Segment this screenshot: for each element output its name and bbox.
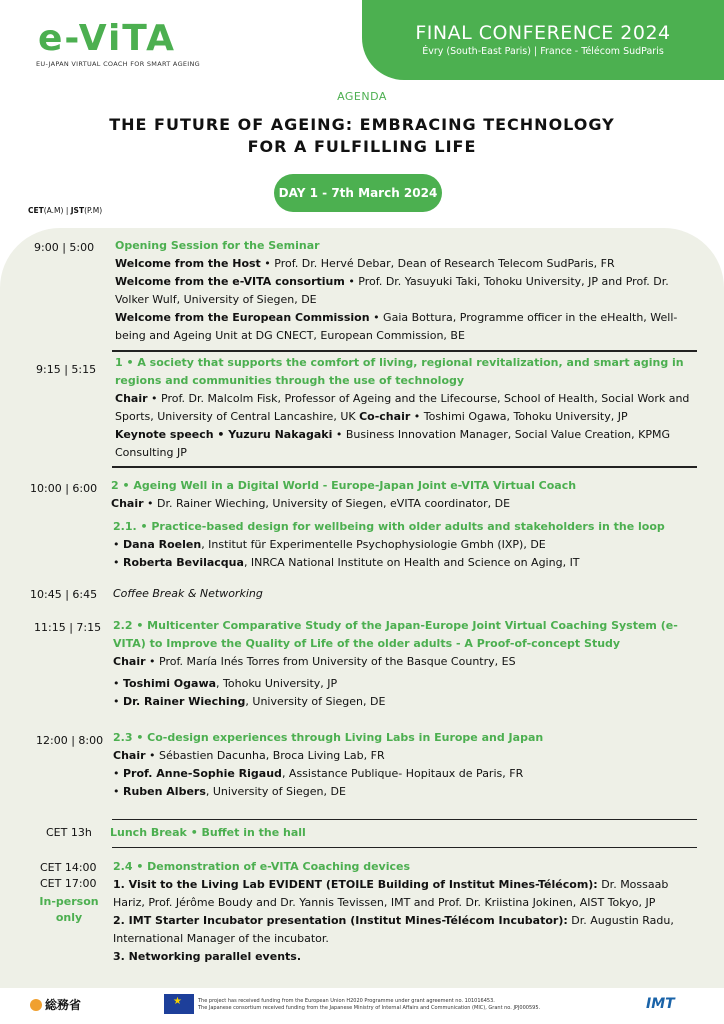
line-text: • Gaia Bottura, Programme officer in the eHealth, Well-being and Ageing Unit at DG CNECT, European Commission, BE bbox=[115, 311, 678, 342]
lunch-heading: Lunch Break • Buffet in the hall bbox=[110, 826, 306, 839]
session-heading: 2 • Ageing Well in a Digital World - Europe-Japan Joint e-VITA Virtual Coach bbox=[111, 479, 577, 492]
item-text: Dr. Augustin Radu, International Manager of the incubator. bbox=[113, 914, 674, 945]
tz-separator: | bbox=[63, 206, 71, 215]
chair-text: • Sébastien Dacunha, Broca Living Lab, FR bbox=[145, 749, 385, 762]
session-line bbox=[115, 273, 700, 309]
session-1 bbox=[115, 354, 700, 462]
imt-logo: IMT bbox=[646, 996, 675, 1012]
speaker-affiliation: , Tohoku University, JP bbox=[216, 677, 338, 690]
cochair-label: Co-chair bbox=[359, 410, 411, 423]
item-text: Dr. Mossaab Hariz, Prof. Jérôme Boudy and Dr. Yannis Tevissen, IMT and Prof. Dr. Kriistina Jokinen, AIST Tokyo, JP bbox=[113, 878, 669, 909]
agenda-item bbox=[113, 948, 698, 966]
item-label: 1. Visit to the Living Lab EVIDENT (ETOILE Building of Institut Mines-Télécom): bbox=[113, 878, 598, 891]
speaker-name: Ruben Albers bbox=[123, 785, 206, 798]
speaker-name: Dr. Rainer Wieching bbox=[123, 695, 246, 708]
session-2-4 bbox=[113, 858, 698, 966]
speaker-affiliation: , Institut für Experimentelle Psychophysiologie Gmbh (IXP), DE bbox=[201, 538, 546, 551]
speaker-name: Roberta Bevilacqua bbox=[123, 556, 244, 569]
chair-label: Chair bbox=[113, 749, 146, 762]
speaker: • Toshimi Ogawa, Tohoku University, JP bbox=[113, 677, 338, 690]
session-opening bbox=[115, 237, 700, 345]
item-label: 3. Networking parallel events. bbox=[113, 950, 302, 963]
session-chair bbox=[111, 495, 701, 513]
session-time-end: CET 17:00 bbox=[40, 877, 97, 890]
agenda-item bbox=[113, 912, 698, 948]
day-badge: DAY 1 - 7th March 2024 bbox=[274, 174, 442, 212]
speaker-name: Prof. Anne-Sophie Rigaud bbox=[123, 767, 282, 780]
speaker-affiliation: , INRCA National Institute on Health and Science on Aging, IT bbox=[243, 556, 580, 569]
speaker: • Ruben Albers, University of Siegen, DE bbox=[113, 785, 346, 798]
in-person-badge: In-person only bbox=[39, 895, 99, 924]
session-chair bbox=[113, 747, 698, 765]
funding-line-1: The project has received funding from the European Union H2020 Programme under grant agreement no. 101016453. bbox=[198, 998, 495, 1004]
speaker-name: Dana Roelen bbox=[123, 538, 202, 551]
speaker: • Prof. Anne-Sophie Rigaud, Assistance Publique- Hopitaux de Paris, FR bbox=[113, 767, 524, 780]
line-bold: Welcome from the e-VITA consortium bbox=[115, 275, 345, 288]
session-time: 10:45 | 6:45 bbox=[30, 588, 98, 601]
session-time: 12:00 | 8:00 bbox=[36, 734, 104, 747]
line-bold: Welcome from the European Commission bbox=[115, 311, 370, 324]
chair-label: Chair bbox=[113, 655, 146, 668]
session-chair bbox=[115, 390, 700, 426]
ministry-name: 総務省 bbox=[45, 998, 82, 1012]
line-bold: Welcome from the Host bbox=[115, 257, 261, 270]
sub-session-heading: 2.1. • Practice-based design for wellbeing with older adults and stakeholders in the loop bbox=[113, 520, 665, 533]
funding-notice bbox=[198, 998, 618, 1012]
tz-am: (A.M) bbox=[43, 206, 64, 215]
line-text: • Prof. Dr. Hervé Debar, Dean of Research Telecom SudParis, FR bbox=[260, 257, 615, 270]
tz-jst: JST bbox=[70, 206, 85, 215]
funding-line-2: The Japanese consortium received funding from the Japanese Ministry of Internal Affairs and Communication (MIC), Grant no. JPJ000595. bbox=[198, 1005, 541, 1011]
conference-banner bbox=[362, 0, 724, 80]
item-label: 2. IMT Starter Incubator presentation (Institut Mines-Télécom Incubator): bbox=[113, 914, 568, 927]
speaker-affiliation: , University of Siegen, DE bbox=[245, 695, 386, 708]
session-time: 9:00 | 5:00 bbox=[34, 241, 95, 254]
session-2 bbox=[111, 477, 701, 513]
session-time-start: CET 14:00 bbox=[40, 861, 97, 874]
eu-flag-icon bbox=[164, 994, 194, 1014]
line-text: • Prof. Dr. Yasuyuki Taki, Tohoku University, JP and Prof. Dr. Volker Wulf, University of Siegen, DE bbox=[115, 275, 669, 306]
session-heading: Opening Session for the Seminar bbox=[115, 239, 320, 252]
divider bbox=[112, 819, 697, 820]
session-heading: 2.4 • Demonstration of e-VITA Coaching devices bbox=[113, 860, 411, 873]
evita-logo bbox=[30, 18, 210, 72]
session-2-1 bbox=[113, 518, 703, 572]
chair-label: Chair bbox=[115, 392, 148, 405]
speaker: • Dr. Rainer Wieching, University of Siegen, DE bbox=[113, 695, 386, 708]
speaker-name: Toshimi Ogawa bbox=[123, 677, 217, 690]
lunch-break bbox=[110, 824, 306, 842]
speaker-affiliation: , University of Siegen, DE bbox=[205, 785, 346, 798]
session-chair bbox=[113, 653, 698, 671]
ministry-logo bbox=[30, 996, 81, 1013]
logo-wordmark: e-ViTA bbox=[38, 18, 176, 59]
title-line-1: THE FUTURE OF AGEING: EMBRACING TECHNOLOGY bbox=[109, 115, 615, 134]
session-heading: 2.2 • Multicenter Comparative Study of the Japan-Europe Joint Virtual Coaching System (e-VITA) to Improve the Quality of Life of the older adults - A Proof-of-concept Study bbox=[113, 619, 678, 650]
speaker: • Roberta Bevilacqua, INRCA National Institute on Health and Science on Aging, IT bbox=[113, 556, 580, 569]
session-line bbox=[115, 255, 700, 273]
tz-pm: (P.M) bbox=[84, 206, 103, 215]
session-keynote bbox=[115, 426, 700, 462]
chair-text: • Dr. Rainer Wieching, University of Siegen, eVITA coordinator, DE bbox=[143, 497, 511, 510]
keynote-label: Keynote speech • Yuzuru Nakagaki bbox=[115, 428, 333, 441]
chair-text: • Prof. María Inés Torres from University of the Basque Country, ES bbox=[145, 655, 516, 668]
speaker: • Dana Roelen, Institut für Experimentelle Psychophysiologie Gmbh (IXP), DE bbox=[113, 538, 546, 551]
ministry-emblem-icon bbox=[30, 999, 42, 1011]
divider bbox=[112, 466, 697, 468]
coffee-break: Coffee Break & Networking bbox=[113, 587, 263, 600]
chair-text: • Prof. Dr. Malcolm Fisk, Professor of Ageing and the Lifecourse, School of Health, Social Work and Sports, University of Central Lancashire, UK bbox=[115, 392, 690, 423]
tz-cet: CET bbox=[28, 206, 44, 215]
session-line bbox=[115, 309, 700, 345]
divider bbox=[112, 350, 697, 352]
footer bbox=[0, 990, 724, 1024]
conference-title: FINAL CONFERENCE 2024 bbox=[415, 22, 671, 44]
conference-location: Évry (South-East Paris) | France - Télécom SudParis bbox=[422, 46, 664, 57]
cochair-text: • Toshimi Ogawa, Tohoku University, JP bbox=[410, 410, 628, 423]
keynote-text: • Business Innovation Manager, Social Value Creation, KPMG Consulting JP bbox=[115, 428, 670, 459]
chair-label: Chair bbox=[111, 497, 144, 510]
title-line-2: FOR A FULFILLING LIFE bbox=[247, 137, 477, 156]
session-time: 10:00 | 6:00 bbox=[30, 482, 98, 495]
agenda-item bbox=[113, 876, 698, 912]
speaker-affiliation: , Assistance Publique- Hopitaux de Paris, FR bbox=[281, 767, 524, 780]
session-2-2 bbox=[113, 617, 698, 711]
page-title bbox=[0, 114, 724, 158]
session-2-3 bbox=[113, 729, 698, 801]
timezone-legend bbox=[28, 206, 102, 215]
session-time: 11:15 | 7:15 bbox=[34, 621, 102, 634]
session-heading: 1 • A society that supports the comfort of living, regional revitalization, and smart aging in regions and communities through the use of technology bbox=[115, 356, 684, 387]
logo-subtitle: EU-JAPAN VIRTUAL COACH FOR SMART AGEING bbox=[36, 60, 201, 68]
session-time: 9:15 | 5:15 bbox=[36, 363, 97, 376]
session-time: CET 13h bbox=[46, 826, 92, 839]
session-heading: 2.3 • Co-design experiences through Living Labs in Europe and Japan bbox=[113, 731, 544, 744]
agenda-label: AGENDA bbox=[337, 90, 387, 103]
divider bbox=[112, 847, 697, 848]
